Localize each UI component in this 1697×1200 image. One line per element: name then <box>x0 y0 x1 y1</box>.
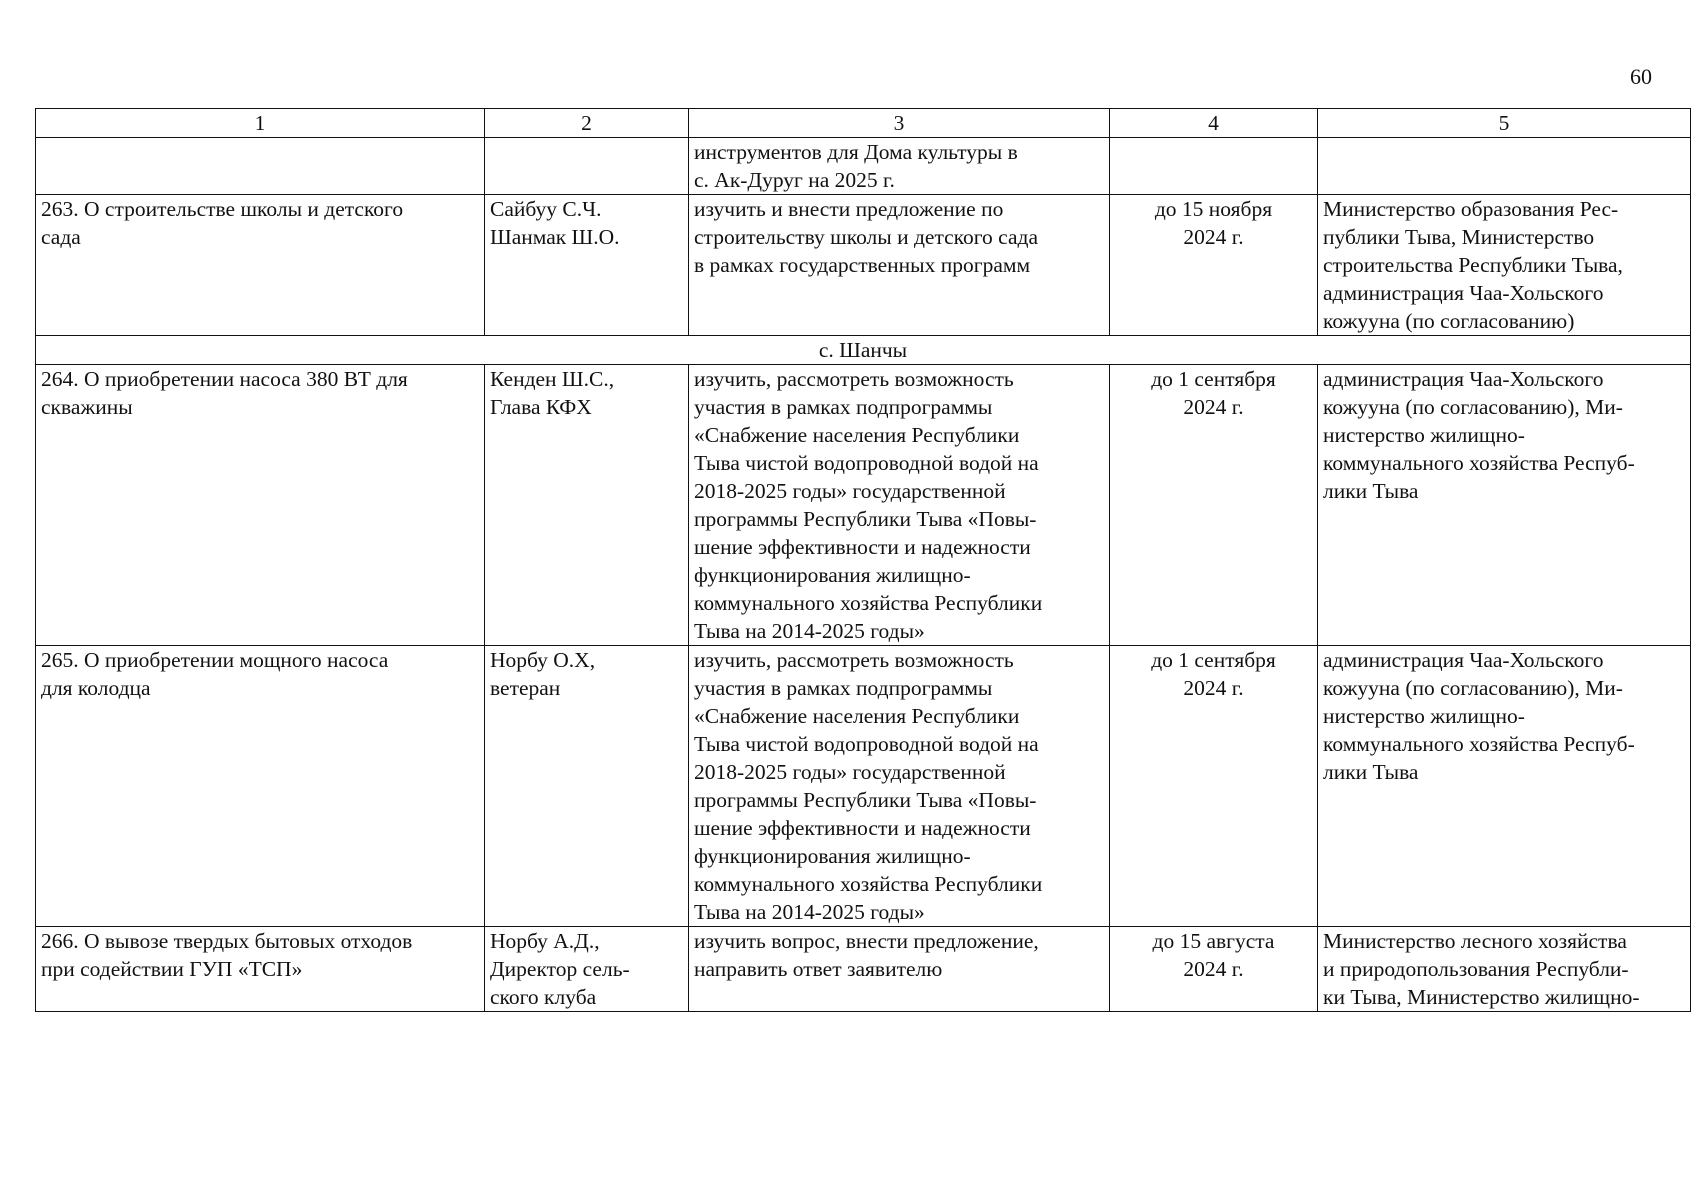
cell-action: изучить и внести предложение по строительству школы и детского сада в рамках государственных программ <box>689 195 1110 336</box>
column-header-1: 1 <box>36 109 485 138</box>
column-header-3: 3 <box>689 109 1110 138</box>
cell-col4 <box>1110 138 1318 195</box>
cell-responsible: администрация Чаа-Хольского кожууна (по согласованию), Ми- нистерство жилищно- коммунального хозяйства Респуб- лики Тыва <box>1318 646 1691 927</box>
cell-applicant: Норбу А.Д., Директор сель- ского клуба <box>485 927 689 1012</box>
cell-action: изучить, рассмотреть возможность участия в рамках подпрограммы «Снабжение населения Республики Тыва чистой водопроводной водой на 2018-2025 годы» государственной программы Республики Тыва «Повы- шение эффективности и надежности функционирования жилищно- коммунального хозяйства Республики Тыва на 2014-2025 годы» <box>689 646 1110 927</box>
cell-applicant: Сайбуу С.Ч. Шанмак Ш.О. <box>485 195 689 336</box>
cell-applicant: Норбу О.Х, ветеран <box>485 646 689 927</box>
section-title: с. Шанчы <box>36 336 1691 365</box>
cell-responsible: Министерство лесного хозяйства и природопользования Республи- ки Тыва, Министерство жилищно- <box>1318 927 1691 1012</box>
cell-topic: 266. О вывозе твердых бытовых отходов при содействии ГУП «ТСП» <box>36 927 485 1012</box>
cell-col1 <box>36 138 485 195</box>
cell-deadline: до 1 сентября 2024 г. <box>1110 646 1318 927</box>
cell-responsible: администрация Чаа-Хольского кожууна (по согласованию), Ми- нистерство жилищно- коммунального хозяйства Респуб- лики Тыва <box>1318 365 1691 646</box>
cell-topic: 265. О приобретении мощного насоса для колодца <box>36 646 485 927</box>
table-row-continuation <box>36 138 1691 195</box>
cell-col2 <box>485 138 689 195</box>
cell-col3: инструментов для Дома культуры в с. Ак-Дуруг на 2025 г. <box>689 138 1110 195</box>
cell-applicant: Кенден Ш.С., Глава КФХ <box>485 365 689 646</box>
cell-deadline: до 1 сентября 2024 г. <box>1110 365 1318 646</box>
cell-deadline: до 15 августа 2024 г. <box>1110 927 1318 1012</box>
cell-col5 <box>1318 138 1691 195</box>
cell-topic: 264. О приобретении насоса 380 ВТ для скважины <box>36 365 485 646</box>
section-header-row <box>36 336 1691 365</box>
page-number: 60 <box>1630 64 1652 89</box>
table-row-264 <box>36 365 1691 646</box>
table-row-263 <box>36 195 1691 336</box>
cell-action: изучить, рассмотреть возможность участия в рамках подпрограммы «Снабжение населения Республики Тыва чистой водопроводной водой на 2018-2025 годы» государственной программы Республики Тыва «Повы- шение эффективности и надежности функционирования жилищно- коммунального хозяйства Республики Тыва на 2014-2025 годы» <box>689 365 1110 646</box>
column-header-2: 2 <box>485 109 689 138</box>
cell-deadline: до 15 ноября 2024 г. <box>1110 195 1318 336</box>
table-row-265 <box>36 646 1691 927</box>
table-row-266 <box>36 927 1691 1012</box>
column-header-4: 4 <box>1110 109 1318 138</box>
column-header-5: 5 <box>1318 109 1691 138</box>
document-table <box>35 108 1691 1012</box>
cell-responsible: Министерство образования Рес- публики Тыва, Министерство строительства Республики Тыва, администрация Чаа-Хольского кожууна (по согласованию) <box>1318 195 1691 336</box>
cell-action: изучить вопрос, внести предложение, направить ответ заявителю <box>689 927 1110 1012</box>
cell-topic: 263. О строительстве школы и детского сада <box>36 195 485 336</box>
table-header-row <box>36 109 1691 138</box>
